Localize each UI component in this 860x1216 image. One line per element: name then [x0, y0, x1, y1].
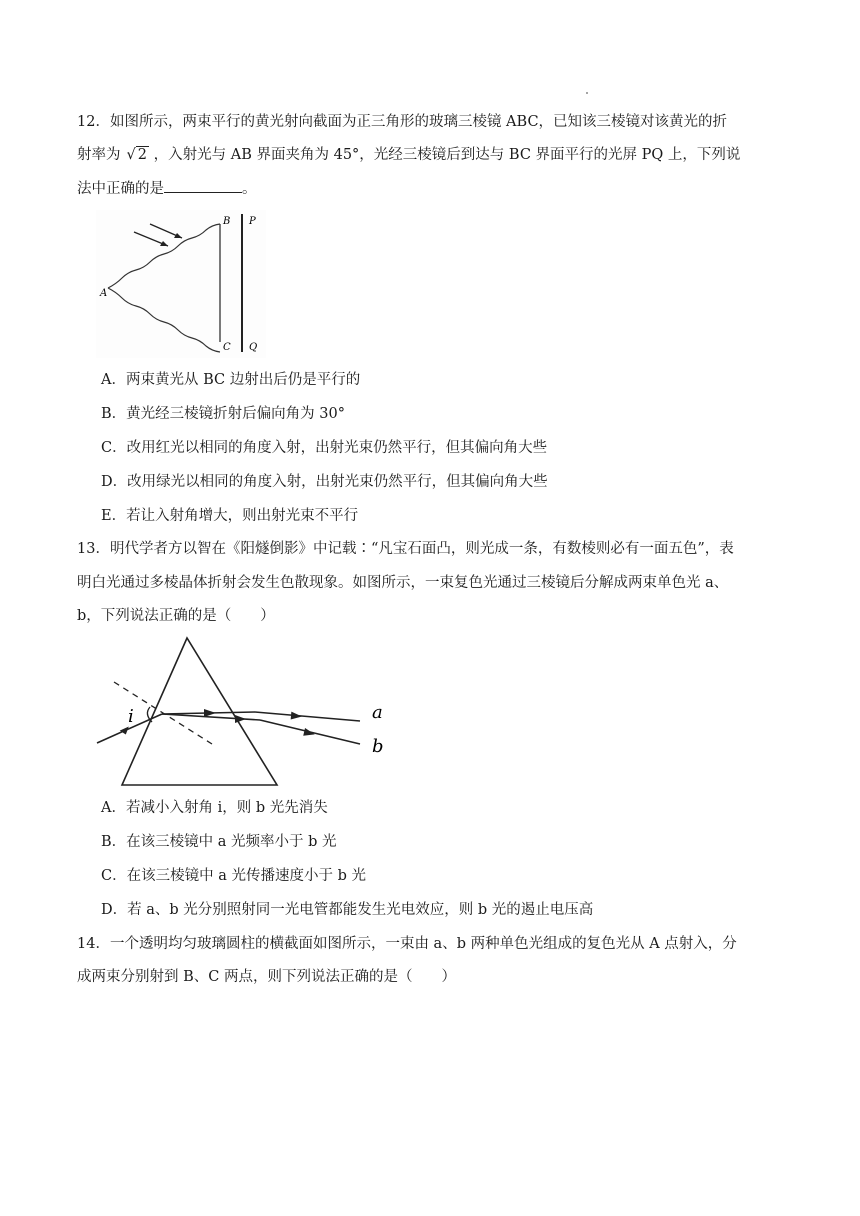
ray-a-inside-arrow	[204, 709, 216, 717]
q13-line-1: 13．明代学者方以智在《阳燧倒影》中记载∶“凡宝石面凸，则光成一条，有数棱则必有一面五色”，表	[77, 541, 734, 557]
answer-blank	[164, 178, 242, 193]
q12-line-1: 12．如图所示，两束平行的黄光射向截面为正三角形的玻璃三棱镜 ABC，已知该三棱镜对该黄光的折	[77, 114, 728, 130]
q12-option-e: E．若让入射角增大，则出射光束不平行	[101, 508, 359, 524]
q12-line-2-pre: 射率为	[77, 147, 121, 163]
q13-dispersion-figure	[90, 632, 400, 792]
sqrt-radicand: 2	[137, 147, 148, 163]
q13-line-2: 明白光通过多棱晶体折射会发生色散现象。如图所示，一束复色光通过三棱镜后分解成两束单色光 a、	[77, 575, 729, 591]
ray-a-outside-arrow	[291, 712, 303, 721]
q13-option-d: D．若 a、b 光分别照射同一光电管都能发生光电效应，则 b 光的遏止电压高	[101, 902, 594, 918]
sqrt-symbol: √ 2	[125, 147, 148, 163]
ray-a-outside	[255, 712, 360, 721]
figure-background	[96, 210, 266, 358]
q14-line-1: 14．一个透明均匀玻璃圆柱的横截面如图所示，一束由 a、b 两种单色光组成的复色光从 A 点射入，分	[77, 936, 737, 952]
label-b-vertex: B	[223, 216, 231, 227]
q12-line-3-pre: 法中正确的是	[77, 181, 164, 197]
label-p: P	[249, 216, 256, 227]
q12-option-a: A．两束黄光从 BC 边射出后仍是平行的	[101, 372, 361, 388]
q14-line-2: 成两束分别射到 B、C 两点，则下列说法正确的是（ ）	[77, 969, 456, 985]
q12-option-b: B．黄光经三棱镜折射后偏向角为 30°	[101, 406, 345, 422]
q13-line-3: b，下列说法正确的是（ ）	[77, 608, 275, 624]
ray-b-inside-arrow	[235, 715, 246, 723]
q12-line-2-post: ，入射光与 AB 界面夹角为 45°，光经三棱镜后到达与 BC 界面平行的光屏 PQ 上，下列说	[153, 147, 741, 163]
label-b-ray: b	[372, 736, 384, 757]
scan-dot	[586, 92, 588, 94]
q13-option-a: A．若减小入射角 i，则 b 光先消失	[101, 800, 328, 816]
label-i: i	[128, 706, 134, 727]
q12-line-3	[77, 178, 257, 199]
q12-option-d: D．改用绿光以相同的角度入射，出射光束仍然平行，但其偏向角大些	[101, 474, 548, 490]
label-a-ray: a	[372, 702, 383, 723]
q12-line-3-post: 。	[242, 181, 257, 197]
q12-line-2	[77, 145, 740, 165]
q13-option-c: C．在该三棱镜中 a 光传播速度小于 b 光	[101, 868, 366, 884]
label-a-vertex: A	[100, 288, 108, 299]
label-q: Q	[249, 342, 258, 353]
q13-option-b: B．在该三棱镜中 a 光频率小于 b 光	[101, 834, 337, 850]
q12-option-c: C．改用红光以相同的角度入射，出射光束仍然平行，但其偏向角大些	[101, 440, 548, 456]
label-c-vertex: C	[223, 342, 231, 353]
q12-prism-figure	[96, 210, 266, 358]
